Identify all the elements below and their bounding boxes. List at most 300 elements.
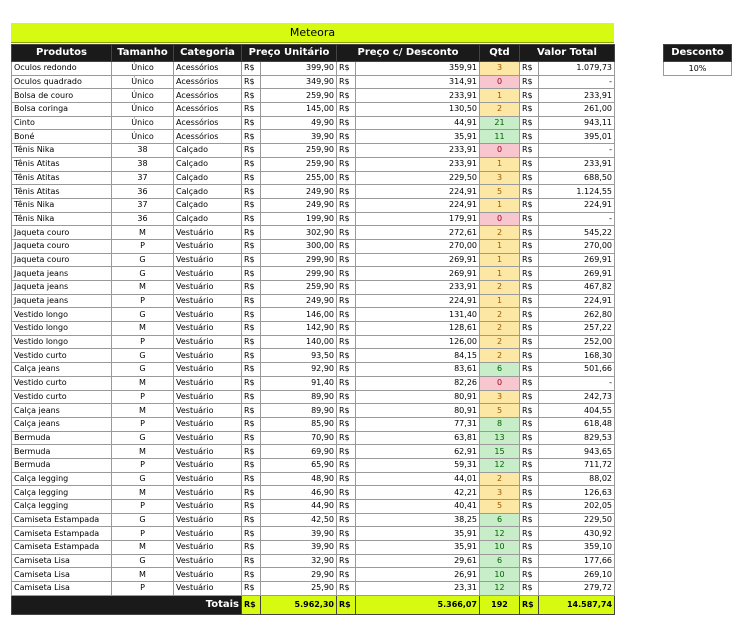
cell-total-currency[interactable]: R$ [520, 541, 539, 555]
cell-preco[interactable]: 49,90 [261, 116, 337, 130]
cell-desc-currency[interactable]: R$ [337, 472, 356, 486]
cell-categoria[interactable]: Vestuário [174, 472, 242, 486]
cell-total[interactable]: 545,22 [539, 226, 615, 240]
cell-desc[interactable]: 233,91 [356, 281, 480, 295]
cell-total-currency[interactable]: R$ [520, 198, 539, 212]
cell-total-currency[interactable]: R$ [520, 267, 539, 281]
cell-desc[interactable]: 179,91 [356, 212, 480, 226]
cell-desc[interactable]: 233,91 [356, 89, 480, 103]
cell-tamanho[interactable]: G [112, 308, 174, 322]
cell-categoria[interactable]: Vestuário [174, 294, 242, 308]
cell-preco[interactable]: 85,90 [261, 417, 337, 431]
cell-preco[interactable]: 399,90 [261, 62, 337, 76]
cell-tamanho[interactable]: M [112, 404, 174, 418]
totals-preco-currency[interactable]: R$ [242, 595, 261, 614]
cell-desc-currency[interactable]: R$ [337, 376, 356, 390]
cell-desc-currency[interactable]: R$ [337, 62, 356, 76]
cell-tamanho[interactable]: P [112, 390, 174, 404]
cell-desc[interactable]: 270,00 [356, 239, 480, 253]
cell-qtd[interactable]: 13 [480, 431, 520, 445]
cell-desc-currency[interactable]: R$ [337, 185, 356, 199]
cell-preco-currency[interactable]: R$ [242, 212, 261, 226]
cell-desc-currency[interactable]: R$ [337, 267, 356, 281]
cell-categoria[interactable]: Vestuário [174, 568, 242, 582]
cell-total[interactable]: 229,50 [539, 513, 615, 527]
cell-total[interactable]: 257,22 [539, 322, 615, 336]
cell-preco-currency[interactable]: R$ [242, 513, 261, 527]
cell-preco[interactable]: 44,90 [261, 500, 337, 514]
cell-tamanho[interactable]: P [112, 582, 174, 596]
cell-qtd[interactable]: 5 [480, 404, 520, 418]
cell-produto[interactable]: Calça legging [12, 500, 112, 514]
cell-categoria[interactable]: Acessórios [174, 116, 242, 130]
cell-tamanho[interactable]: P [112, 527, 174, 541]
cell-preco[interactable]: 259,90 [261, 281, 337, 295]
cell-desc[interactable]: 83,61 [356, 363, 480, 377]
cell-preco-currency[interactable]: R$ [242, 527, 261, 541]
cell-preco[interactable]: 48,90 [261, 472, 337, 486]
cell-qtd[interactable]: 2 [480, 472, 520, 486]
cell-desc[interactable]: 224,91 [356, 198, 480, 212]
cell-total[interactable]: 269,10 [539, 568, 615, 582]
cell-total[interactable]: 404,55 [539, 404, 615, 418]
cell-tamanho[interactable]: G [112, 554, 174, 568]
cell-total-currency[interactable]: R$ [520, 527, 539, 541]
cell-preco[interactable]: 92,90 [261, 363, 337, 377]
cell-total[interactable]: 279,72 [539, 582, 615, 596]
cell-preco-currency[interactable]: R$ [242, 390, 261, 404]
cell-categoria[interactable]: Vestuário [174, 226, 242, 240]
cell-total-currency[interactable]: R$ [520, 130, 539, 144]
cell-total-currency[interactable]: R$ [520, 281, 539, 295]
cell-qtd[interactable]: 10 [480, 568, 520, 582]
cell-categoria[interactable]: Calçado [174, 157, 242, 171]
cell-total-currency[interactable]: R$ [520, 144, 539, 158]
cell-desc[interactable]: 224,91 [356, 294, 480, 308]
cell-preco-currency[interactable]: R$ [242, 417, 261, 431]
cell-categoria[interactable]: Vestuário [174, 239, 242, 253]
cell-produto[interactable]: Jaqueta jeans [12, 281, 112, 295]
cell-total[interactable]: 252,00 [539, 335, 615, 349]
cell-preco[interactable]: 302,90 [261, 226, 337, 240]
col-header-produtos[interactable]: Produtos [12, 45, 112, 62]
cell-total-currency[interactable]: R$ [520, 568, 539, 582]
cell-desc-currency[interactable]: R$ [337, 541, 356, 555]
cell-categoria[interactable]: Vestuário [174, 253, 242, 267]
cell-desc-currency[interactable]: R$ [337, 253, 356, 267]
cell-total-currency[interactable]: R$ [520, 157, 539, 171]
cell-produto[interactable]: Tênis Nika [12, 144, 112, 158]
cell-desc-currency[interactable]: R$ [337, 171, 356, 185]
cell-total-currency[interactable]: R$ [520, 103, 539, 117]
cell-desc[interactable]: 233,91 [356, 157, 480, 171]
totals-total-currency[interactable]: R$ [520, 595, 539, 614]
cell-preco[interactable]: 300,00 [261, 239, 337, 253]
cell-preco[interactable]: 145,00 [261, 103, 337, 117]
cell-categoria[interactable]: Vestuário [174, 431, 242, 445]
cell-preco[interactable]: 93,50 [261, 349, 337, 363]
cell-tamanho[interactable]: Único [112, 116, 174, 130]
cell-total-currency[interactable]: R$ [520, 376, 539, 390]
cell-tamanho[interactable]: 38 [112, 157, 174, 171]
cell-categoria[interactable]: Vestuário [174, 349, 242, 363]
discount-value[interactable]: 10% [664, 62, 732, 76]
cell-tamanho[interactable]: P [112, 239, 174, 253]
cell-desc-currency[interactable]: R$ [337, 239, 356, 253]
cell-total-currency[interactable]: R$ [520, 513, 539, 527]
cell-total-currency[interactable]: R$ [520, 75, 539, 89]
cell-desc[interactable]: 77,31 [356, 417, 480, 431]
cell-tamanho[interactable]: P [112, 500, 174, 514]
cell-qtd[interactable]: 2 [480, 226, 520, 240]
cell-preco-currency[interactable]: R$ [242, 103, 261, 117]
cell-preco-currency[interactable]: R$ [242, 185, 261, 199]
col-header-valor-total[interactable]: Valor Total [520, 45, 615, 62]
cell-produto[interactable]: Vestido curto [12, 349, 112, 363]
cell-total[interactable]: 829,53 [539, 431, 615, 445]
cell-tamanho[interactable]: 38 [112, 144, 174, 158]
cell-produto[interactable]: Camiseta Lisa [12, 582, 112, 596]
cell-desc[interactable]: 23,31 [356, 582, 480, 596]
cell-desc-currency[interactable]: R$ [337, 308, 356, 322]
cell-preco-currency[interactable]: R$ [242, 171, 261, 185]
cell-preco[interactable]: 39,90 [261, 541, 337, 555]
cell-total-currency[interactable]: R$ [520, 62, 539, 76]
cell-total[interactable]: 233,91 [539, 89, 615, 103]
cell-qtd[interactable]: 6 [480, 513, 520, 527]
cell-total[interactable]: - [539, 75, 615, 89]
cell-produto[interactable]: Calça jeans [12, 404, 112, 418]
cell-preco-currency[interactable]: R$ [242, 349, 261, 363]
totals-label[interactable]: Totais [12, 595, 242, 614]
col-header-tamanho[interactable]: Tamanho [112, 45, 174, 62]
cell-categoria[interactable]: Calçado [174, 198, 242, 212]
cell-total-currency[interactable]: R$ [520, 349, 539, 363]
cell-qtd[interactable]: 1 [480, 89, 520, 103]
cell-total[interactable]: 262,80 [539, 308, 615, 322]
cell-tamanho[interactable]: Único [112, 75, 174, 89]
cell-desc[interactable]: 35,91 [356, 527, 480, 541]
cell-preco-currency[interactable]: R$ [242, 486, 261, 500]
cell-produto[interactable]: Jaqueta couro [12, 239, 112, 253]
cell-qtd[interactable]: 10 [480, 541, 520, 555]
cell-produto[interactable]: Bermuda [12, 458, 112, 472]
cell-tamanho[interactable]: G [112, 253, 174, 267]
cell-produto[interactable]: Camiseta Lisa [12, 568, 112, 582]
cell-preco[interactable]: 249,90 [261, 185, 337, 199]
cell-tamanho[interactable]: M [112, 445, 174, 459]
cell-categoria[interactable]: Calçado [174, 185, 242, 199]
cell-desc-currency[interactable]: R$ [337, 75, 356, 89]
cell-preco[interactable]: 255,00 [261, 171, 337, 185]
cell-preco-currency[interactable]: R$ [242, 363, 261, 377]
cell-preco-currency[interactable]: R$ [242, 541, 261, 555]
cell-desc-currency[interactable]: R$ [337, 157, 356, 171]
cell-desc[interactable]: 80,91 [356, 404, 480, 418]
cell-categoria[interactable]: Vestuário [174, 541, 242, 555]
cell-preco-currency[interactable]: R$ [242, 568, 261, 582]
cell-preco-currency[interactable]: R$ [242, 267, 261, 281]
cell-preco[interactable]: 142,90 [261, 322, 337, 336]
cell-qtd[interactable]: 6 [480, 363, 520, 377]
cell-produto[interactable]: Calça legging [12, 486, 112, 500]
cell-preco-currency[interactable]: R$ [242, 582, 261, 596]
cell-total[interactable]: - [539, 144, 615, 158]
cell-produto[interactable]: Tênis Nika [12, 198, 112, 212]
totals-desc-currency[interactable]: R$ [337, 595, 356, 614]
cell-total[interactable]: 467,82 [539, 281, 615, 295]
cell-total[interactable]: 269,91 [539, 267, 615, 281]
totals-total-value[interactable]: 14.587,74 [539, 595, 615, 614]
cell-categoria[interactable]: Vestuário [174, 308, 242, 322]
cell-preco-currency[interactable]: R$ [242, 554, 261, 568]
cell-qtd[interactable]: 0 [480, 376, 520, 390]
cell-produto[interactable]: Camiseta Estampada [12, 541, 112, 555]
cell-total[interactable]: 359,10 [539, 541, 615, 555]
cell-desc[interactable]: 269,91 [356, 267, 480, 281]
cell-preco[interactable]: 91,40 [261, 376, 337, 390]
cell-qtd[interactable]: 12 [480, 582, 520, 596]
cell-qtd[interactable]: 3 [480, 171, 520, 185]
cell-preco[interactable]: 299,90 [261, 267, 337, 281]
cell-desc-currency[interactable]: R$ [337, 281, 356, 295]
cell-tamanho[interactable]: G [112, 267, 174, 281]
cell-tamanho[interactable]: G [112, 431, 174, 445]
cell-categoria[interactable]: Calçado [174, 171, 242, 185]
cell-categoria[interactable]: Vestuário [174, 582, 242, 596]
cell-preco[interactable]: 259,90 [261, 157, 337, 171]
cell-total-currency[interactable]: R$ [520, 363, 539, 377]
totals-desc-value[interactable]: 5.366,07 [356, 595, 480, 614]
cell-produto[interactable]: Tênis Atitas [12, 185, 112, 199]
cell-total[interactable]: - [539, 212, 615, 226]
cell-qtd[interactable]: 21 [480, 116, 520, 130]
cell-preco-currency[interactable]: R$ [242, 458, 261, 472]
cell-categoria[interactable]: Calçado [174, 212, 242, 226]
cell-qtd[interactable]: 0 [480, 144, 520, 158]
cell-desc-currency[interactable]: R$ [337, 554, 356, 568]
cell-categoria[interactable]: Vestuário [174, 486, 242, 500]
cell-desc-currency[interactable]: R$ [337, 335, 356, 349]
cell-qtd[interactable]: 12 [480, 527, 520, 541]
cell-categoria[interactable]: Vestuário [174, 417, 242, 431]
cell-total[interactable]: 501,66 [539, 363, 615, 377]
cell-desc[interactable]: 35,91 [356, 130, 480, 144]
cell-preco[interactable]: 29,90 [261, 568, 337, 582]
cell-total[interactable]: 269,91 [539, 253, 615, 267]
cell-total[interactable]: 261,00 [539, 103, 615, 117]
cell-desc-currency[interactable]: R$ [337, 568, 356, 582]
cell-produto[interactable]: Vestido longo [12, 308, 112, 322]
cell-qtd[interactable]: 3 [480, 390, 520, 404]
cell-produto[interactable]: Oculos quadrado [12, 75, 112, 89]
cell-qtd[interactable]: 1 [480, 198, 520, 212]
cell-qtd[interactable]: 1 [480, 294, 520, 308]
cell-desc-currency[interactable]: R$ [337, 500, 356, 514]
cell-total-currency[interactable]: R$ [520, 212, 539, 226]
cell-preco[interactable]: 146,00 [261, 308, 337, 322]
cell-desc-currency[interactable]: R$ [337, 390, 356, 404]
cell-desc[interactable]: 26,91 [356, 568, 480, 582]
cell-total[interactable]: 395,01 [539, 130, 615, 144]
cell-qtd[interactable]: 1 [480, 267, 520, 281]
cell-desc-currency[interactable]: R$ [337, 294, 356, 308]
cell-tamanho[interactable]: Único [112, 89, 174, 103]
cell-preco[interactable]: 42,50 [261, 513, 337, 527]
col-header-qtd[interactable]: Qtd [480, 45, 520, 62]
cell-desc[interactable]: 44,91 [356, 116, 480, 130]
cell-desc-currency[interactable]: R$ [337, 431, 356, 445]
cell-total-currency[interactable]: R$ [520, 431, 539, 445]
cell-desc[interactable]: 229,50 [356, 171, 480, 185]
cell-desc[interactable]: 40,41 [356, 500, 480, 514]
cell-preco-currency[interactable]: R$ [242, 89, 261, 103]
cell-categoria[interactable]: Vestuário [174, 554, 242, 568]
cell-total[interactable]: 618,48 [539, 417, 615, 431]
cell-total-currency[interactable]: R$ [520, 239, 539, 253]
cell-preco[interactable]: 299,90 [261, 253, 337, 267]
cell-desc-currency[interactable]: R$ [337, 486, 356, 500]
cell-total-currency[interactable]: R$ [520, 390, 539, 404]
cell-desc[interactable]: 359,91 [356, 62, 480, 76]
cell-produto[interactable]: Calça jeans [12, 363, 112, 377]
cell-desc[interactable]: 128,61 [356, 322, 480, 336]
cell-desc-currency[interactable]: R$ [337, 212, 356, 226]
cell-produto[interactable]: Camiseta Lisa [12, 554, 112, 568]
cell-desc[interactable]: 130,50 [356, 103, 480, 117]
cell-desc[interactable]: 59,31 [356, 458, 480, 472]
cell-qtd[interactable]: 5 [480, 185, 520, 199]
cell-desc-currency[interactable]: R$ [337, 349, 356, 363]
cell-total[interactable]: 1.079,73 [539, 62, 615, 76]
cell-produto[interactable]: Bolsa coringa [12, 103, 112, 117]
cell-total-currency[interactable]: R$ [520, 417, 539, 431]
cell-produto[interactable]: Tênis Nika [12, 212, 112, 226]
cell-tamanho[interactable]: M [112, 281, 174, 295]
cell-desc[interactable]: 63,81 [356, 431, 480, 445]
cell-categoria[interactable]: Vestuário [174, 500, 242, 514]
cell-tamanho[interactable]: Único [112, 103, 174, 117]
cell-desc[interactable]: 44,01 [356, 472, 480, 486]
cell-desc-currency[interactable]: R$ [337, 527, 356, 541]
cell-desc-currency[interactable]: R$ [337, 130, 356, 144]
cell-preco-currency[interactable]: R$ [242, 404, 261, 418]
cell-tamanho[interactable]: 37 [112, 198, 174, 212]
cell-tamanho[interactable]: 37 [112, 171, 174, 185]
cell-tamanho[interactable]: Único [112, 62, 174, 76]
cell-qtd[interactable]: 1 [480, 239, 520, 253]
cell-produto[interactable]: Tênis Atitas [12, 157, 112, 171]
cell-qtd[interactable]: 11 [480, 130, 520, 144]
cell-tamanho[interactable]: M [112, 486, 174, 500]
cell-preco[interactable]: 25,90 [261, 582, 337, 596]
cell-desc[interactable]: 38,25 [356, 513, 480, 527]
cell-total[interactable]: - [539, 376, 615, 390]
cell-preco[interactable]: 39,90 [261, 527, 337, 541]
cell-total[interactable]: 242,73 [539, 390, 615, 404]
cell-produto[interactable]: Bermuda [12, 431, 112, 445]
cell-categoria[interactable]: Acessórios [174, 130, 242, 144]
cell-preco[interactable]: 70,90 [261, 431, 337, 445]
cell-total-currency[interactable]: R$ [520, 554, 539, 568]
discount-header[interactable]: Desconto [664, 45, 732, 62]
cell-desc[interactable]: 126,00 [356, 335, 480, 349]
cell-desc-currency[interactable]: R$ [337, 417, 356, 431]
cell-qtd[interactable]: 2 [480, 322, 520, 336]
cell-total-currency[interactable]: R$ [520, 472, 539, 486]
cell-total-currency[interactable]: R$ [520, 445, 539, 459]
cell-preco-currency[interactable]: R$ [242, 500, 261, 514]
cell-total[interactable]: 168,30 [539, 349, 615, 363]
cell-total[interactable]: 202,05 [539, 500, 615, 514]
cell-preco[interactable]: 140,00 [261, 335, 337, 349]
cell-categoria[interactable]: Acessórios [174, 89, 242, 103]
cell-desc[interactable]: 80,91 [356, 390, 480, 404]
cell-categoria[interactable]: Vestuário [174, 267, 242, 281]
cell-preco-currency[interactable]: R$ [242, 445, 261, 459]
cell-tamanho[interactable]: G [112, 513, 174, 527]
cell-total-currency[interactable]: R$ [520, 171, 539, 185]
cell-total-currency[interactable]: R$ [520, 253, 539, 267]
cell-desc-currency[interactable]: R$ [337, 144, 356, 158]
totals-preco-value[interactable]: 5.962,30 [261, 595, 337, 614]
cell-categoria[interactable]: Acessórios [174, 62, 242, 76]
cell-total[interactable]: 1.124,55 [539, 185, 615, 199]
cell-preco-currency[interactable]: R$ [242, 322, 261, 336]
cell-preco-currency[interactable]: R$ [242, 281, 261, 295]
cell-qtd[interactable]: 0 [480, 75, 520, 89]
cell-produto[interactable]: Tênis Atitas [12, 171, 112, 185]
cell-qtd[interactable]: 5 [480, 500, 520, 514]
cell-produto[interactable]: Oculos redondo [12, 62, 112, 76]
cell-qtd[interactable]: 2 [480, 335, 520, 349]
col-header-categoria[interactable]: Categoria [174, 45, 242, 62]
cell-qtd[interactable]: 1 [480, 157, 520, 171]
cell-total-currency[interactable]: R$ [520, 308, 539, 322]
col-header-preco-unitario[interactable]: Preço Unitário [242, 45, 337, 62]
cell-desc[interactable]: 272,61 [356, 226, 480, 240]
cell-desc[interactable]: 42,21 [356, 486, 480, 500]
cell-tamanho[interactable]: Único [112, 130, 174, 144]
cell-produto[interactable]: Bermuda [12, 445, 112, 459]
cell-produto[interactable]: Vestido longo [12, 322, 112, 336]
cell-total-currency[interactable]: R$ [520, 486, 539, 500]
cell-preco-currency[interactable]: R$ [242, 294, 261, 308]
cell-preco-currency[interactable]: R$ [242, 239, 261, 253]
cell-preco[interactable]: 39,90 [261, 130, 337, 144]
cell-total[interactable]: 270,00 [539, 239, 615, 253]
cell-total-currency[interactable]: R$ [520, 335, 539, 349]
cell-tamanho[interactable]: G [112, 472, 174, 486]
cell-categoria[interactable]: Acessórios [174, 75, 242, 89]
cell-preco-currency[interactable]: R$ [242, 472, 261, 486]
cell-categoria[interactable]: Vestuário [174, 376, 242, 390]
cell-qtd[interactable]: 2 [480, 308, 520, 322]
cell-preco[interactable]: 259,90 [261, 144, 337, 158]
cell-categoria[interactable]: Vestuário [174, 363, 242, 377]
cell-total[interactable]: 224,91 [539, 198, 615, 212]
cell-produto[interactable]: Calça jeans [12, 417, 112, 431]
cell-desc-currency[interactable]: R$ [337, 116, 356, 130]
cell-categoria[interactable]: Vestuário [174, 404, 242, 418]
cell-produto[interactable]: Vestido curto [12, 376, 112, 390]
cell-total-currency[interactable]: R$ [520, 185, 539, 199]
cell-desc-currency[interactable]: R$ [337, 404, 356, 418]
cell-preco[interactable]: 69,90 [261, 445, 337, 459]
cell-desc[interactable]: 84,15 [356, 349, 480, 363]
cell-total-currency[interactable]: R$ [520, 500, 539, 514]
cell-tamanho[interactable]: G [112, 349, 174, 363]
